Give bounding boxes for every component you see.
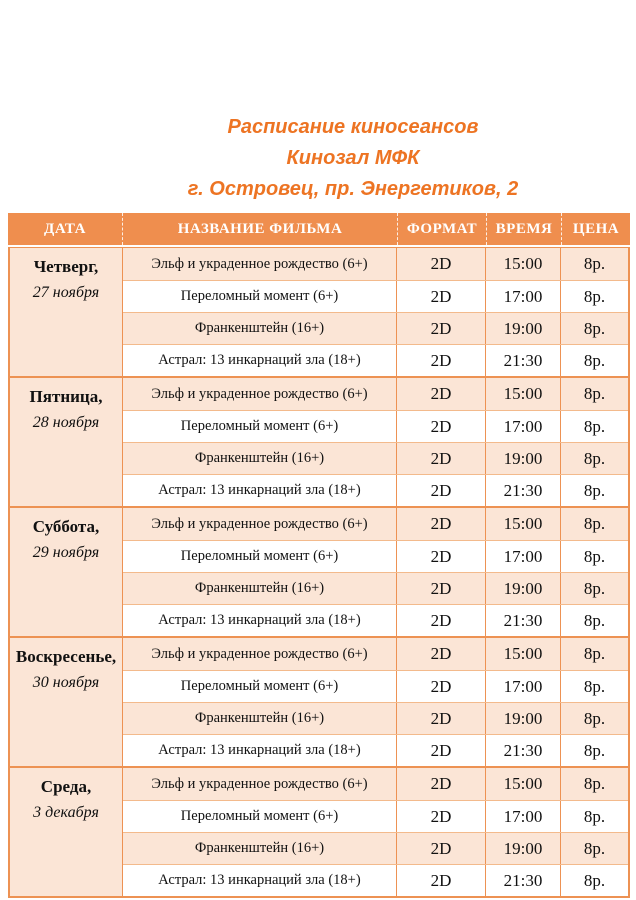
price-cell: 8р.	[583, 350, 606, 370]
header-cell-time: ВРЕМЯ	[487, 213, 562, 245]
group-rows	[123, 638, 628, 766]
price-cell: 8р.	[583, 676, 606, 696]
movie-title-cell: Эльф и украденное рождество (6+)	[123, 378, 397, 410]
day-label: Четверг,	[33, 257, 99, 276]
price-cell: 8р.	[583, 774, 606, 793]
date-label: 28 ноября	[32, 414, 100, 431]
time-cell: 15:00	[486, 508, 561, 540]
format-cell: 2D	[397, 313, 486, 344]
group-rows	[123, 378, 628, 506]
format-cell: 2D	[397, 801, 486, 832]
time-cell: 19:00	[486, 573, 561, 604]
price-cell: 8р.	[583, 448, 606, 468]
format-cell: 2D	[397, 443, 486, 474]
header-cell-date: ДАТА	[8, 213, 123, 245]
movie-row	[123, 604, 628, 636]
day-label: Пятница,	[29, 387, 103, 406]
schedule-title-line-1: Расписание киносеансов	[227, 116, 479, 138]
time-cell: 17:00	[486, 801, 561, 832]
price-cell: 8р.	[583, 480, 606, 500]
movie-title-cell: Переломный момент (6+)	[123, 541, 397, 572]
format-cell: 2D	[397, 865, 486, 896]
price-cell: 8р.	[583, 286, 606, 306]
group-rows	[123, 508, 628, 636]
day-label: Суббота,	[32, 517, 100, 536]
time-cell: 19:00	[486, 313, 561, 344]
price-cell: 8р.	[583, 514, 606, 533]
date-label: 3 декабря	[33, 804, 99, 821]
movie-row	[123, 442, 628, 474]
time-cell: 15:00	[486, 768, 561, 800]
price-cell: 8р.	[583, 318, 606, 338]
movie-title-cell: Астрал: 13 инкарнаций зла (18+)	[123, 735, 397, 766]
price-cell: 8р.	[583, 644, 606, 663]
time-cell: 21:30	[486, 735, 561, 766]
price-cell: 8р.	[583, 838, 606, 858]
time-cell: 21:30	[486, 475, 561, 506]
date-cell	[10, 638, 123, 766]
movie-title-cell: Эльф и украденное рождество (6+)	[123, 638, 397, 670]
movie-row	[123, 572, 628, 604]
movie-row	[123, 474, 628, 506]
date-cell	[10, 378, 123, 506]
movie-row	[123, 768, 628, 800]
movie-row	[123, 638, 628, 670]
movie-title-cell: Астрал: 13 инкарнаций зла (18+)	[123, 475, 397, 506]
time-cell: 17:00	[486, 671, 561, 702]
time-cell: 21:30	[486, 605, 561, 636]
format-cell: 2D	[397, 248, 486, 280]
movie-row	[123, 344, 628, 376]
time-cell: 21:30	[486, 865, 561, 896]
group-rows	[123, 768, 628, 896]
movie-title-cell: Переломный момент (6+)	[123, 671, 397, 702]
format-cell: 2D	[397, 345, 486, 376]
day-group	[10, 506, 628, 636]
movie-row	[123, 832, 628, 864]
header-cell-price: ЦЕНА	[572, 220, 620, 237]
movie-title-cell: Эльф и украденное рождество (6+)	[123, 248, 397, 280]
time-cell: 15:00	[486, 638, 561, 670]
movie-row	[123, 508, 628, 540]
schedule-title-line-2: Кинозал МФК	[286, 147, 420, 169]
movie-title-cell: Франкенштейн (16+)	[123, 703, 397, 734]
date-cell	[10, 768, 123, 896]
format-cell: 2D	[397, 281, 486, 312]
schedule-title	[0, 112, 636, 205]
movie-row	[123, 670, 628, 702]
day-group	[10, 248, 628, 376]
date-label: 27 ноября	[32, 284, 100, 301]
format-cell: 2D	[397, 411, 486, 442]
price-cell: 8р.	[583, 546, 606, 566]
format-cell: 2D	[397, 703, 486, 734]
header-cell-format: ФОРМАТ	[398, 213, 487, 245]
price-cell: 8р.	[583, 870, 606, 890]
day-group	[10, 636, 628, 766]
price-cell: 8р.	[583, 806, 606, 826]
format-cell: 2D	[397, 541, 486, 572]
format-cell: 2D	[397, 638, 486, 670]
movie-row	[123, 248, 628, 280]
date-label: 29 ноября	[32, 544, 100, 561]
price-cell: 8р.	[583, 610, 606, 630]
movie-row	[123, 702, 628, 734]
header-cell-movie: НАЗВАНИЕ ФИЛЬМА	[123, 213, 398, 245]
day-label: Среда,	[40, 777, 92, 796]
price-cell: 8р.	[583, 740, 606, 760]
movie-row	[123, 734, 628, 766]
movie-title-cell: Переломный момент (6+)	[123, 801, 397, 832]
format-cell: 2D	[397, 605, 486, 636]
date-cell	[10, 508, 123, 636]
format-cell: 2D	[397, 508, 486, 540]
time-cell: 19:00	[486, 833, 561, 864]
price-cell: 8р.	[583, 254, 606, 273]
time-cell: 15:00	[486, 378, 561, 410]
movie-title-cell: Франкенштейн (16+)	[123, 833, 397, 864]
time-cell: 17:00	[486, 281, 561, 312]
movie-title-cell: Франкенштейн (16+)	[123, 573, 397, 604]
price-cell: 8р.	[583, 578, 606, 598]
movie-title-cell: Эльф и украденное рождество (6+)	[123, 508, 397, 540]
schedule-table	[8, 213, 630, 898]
format-cell: 2D	[397, 378, 486, 410]
day-group	[10, 766, 628, 896]
movie-row	[123, 864, 628, 896]
format-cell: 2D	[397, 573, 486, 604]
movie-row	[123, 312, 628, 344]
time-cell: 21:30	[486, 345, 561, 376]
time-cell: 17:00	[486, 541, 561, 572]
movie-title-cell: Эльф и украденное рождество (6+)	[123, 768, 397, 800]
time-cell: 15:00	[486, 248, 561, 280]
time-cell: 17:00	[486, 411, 561, 442]
format-cell: 2D	[397, 833, 486, 864]
schedule-title-line-3: г. Островец, пр. Энергетиков, 2	[187, 178, 519, 200]
movie-title-cell: Астрал: 13 инкарнаций зла (18+)	[123, 345, 397, 376]
movie-row	[123, 280, 628, 312]
movie-row	[123, 800, 628, 832]
movie-title-cell: Астрал: 13 инкарнаций зла (18+)	[123, 865, 397, 896]
movie-row	[123, 410, 628, 442]
group-rows	[123, 248, 628, 376]
movie-title-cell: Переломный момент (6+)	[123, 411, 397, 442]
movie-row	[123, 378, 628, 410]
day-group	[10, 376, 628, 506]
price-cell: 8р.	[583, 416, 606, 436]
table-body	[8, 247, 630, 898]
movie-title-cell: Астрал: 13 инкарнаций зла (18+)	[123, 605, 397, 636]
movie-row	[123, 540, 628, 572]
format-cell: 2D	[397, 735, 486, 766]
movie-title-cell: Франкенштейн (16+)	[123, 313, 397, 344]
format-cell: 2D	[397, 671, 486, 702]
price-cell: 8р.	[583, 384, 606, 403]
day-label: Воскресенье,	[15, 647, 117, 666]
movie-title-cell: Переломный момент (6+)	[123, 281, 397, 312]
price-cell: 8р.	[583, 708, 606, 728]
time-cell: 19:00	[486, 703, 561, 734]
time-cell: 19:00	[486, 443, 561, 474]
movie-title-cell: Франкенштейн (16+)	[123, 443, 397, 474]
format-cell: 2D	[397, 475, 486, 506]
date-label: 30 ноября	[32, 674, 100, 691]
table-header-row	[8, 213, 630, 245]
format-cell: 2D	[397, 768, 486, 800]
date-cell	[10, 248, 123, 376]
